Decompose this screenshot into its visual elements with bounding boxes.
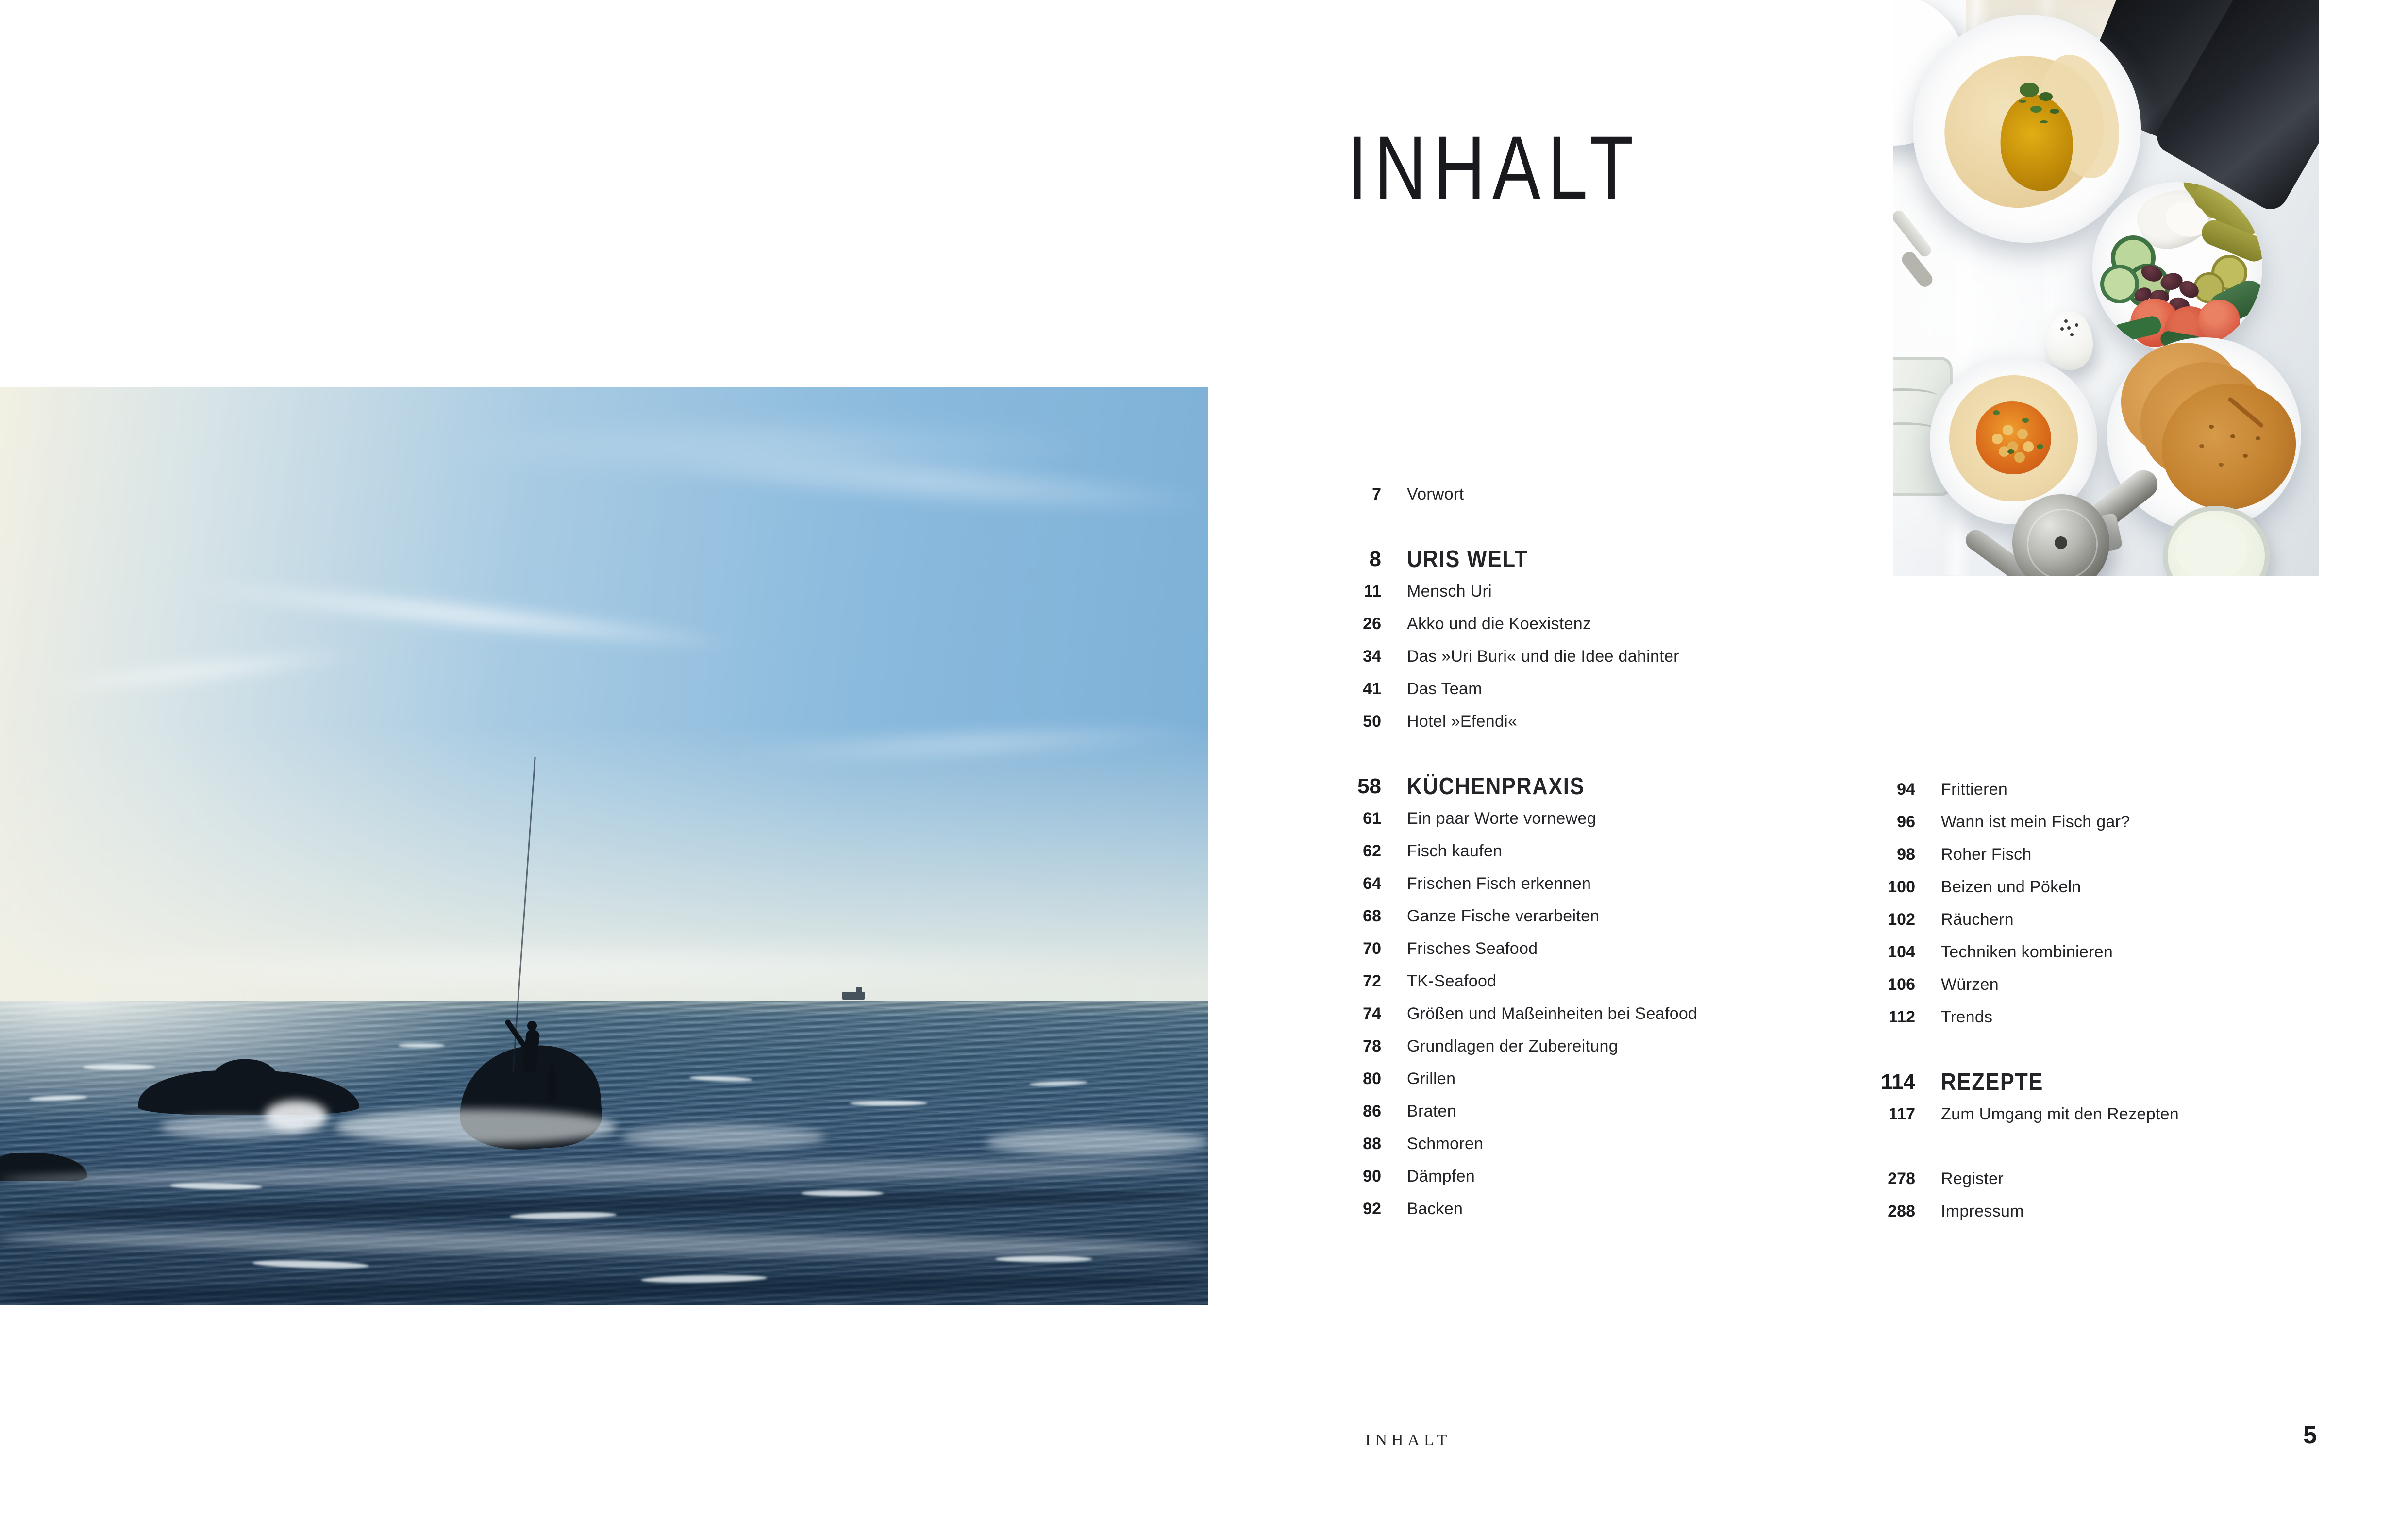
- toc-entry-label: Akko und die Koexistenz: [1407, 615, 1591, 633]
- toc-entry-row: [1294, 868, 1697, 900]
- toc-page-number: 7: [1372, 485, 1381, 503]
- toc-entry-label: Größen und Maßeinheiten bei Seafood: [1407, 1004, 1698, 1023]
- toc-entry-row: [1828, 968, 2179, 1001]
- toc-entry-row: [1828, 806, 2179, 838]
- toc-page-number: 88: [1363, 1135, 1381, 1153]
- toc-page-number: 61: [1363, 809, 1381, 828]
- toc-page-number: 98: [1897, 845, 1915, 864]
- toc-page-number: 94: [1897, 780, 1915, 799]
- parsley-garnish: [2020, 83, 2039, 97]
- toc-page-number: 288: [1888, 1202, 1915, 1220]
- salt-shaker: [2046, 311, 2093, 370]
- toc-entry-label: Impressum: [1941, 1202, 2024, 1220]
- toc-entry-label: Frittieren: [1941, 780, 2008, 799]
- toc-page-number: 8: [1369, 547, 1381, 571]
- toc-entry-row: [1294, 673, 1697, 705]
- toc-section-label: KÜCHENPRAXIS: [1407, 773, 1585, 800]
- toc-entry-row: [1828, 871, 2179, 903]
- toc-entry-row: [1294, 640, 1697, 673]
- horizon-haze: [0, 940, 1208, 994]
- toc-page-number: 11: [1364, 582, 1381, 601]
- toc-entry-row: [1294, 1160, 1697, 1193]
- toc-entry-label: Vorwort: [1407, 485, 1464, 503]
- toc-page-number: 96: [1897, 813, 1915, 831]
- toc-entry-label: Räuchern: [1941, 910, 2014, 929]
- toc-page-number: 117: [1889, 1105, 1915, 1123]
- toc-column-left: [1294, 478, 1697, 1225]
- wave-crest: [995, 1256, 1092, 1262]
- toc-page-number: 278: [1888, 1169, 1915, 1188]
- vegetable-plate: [2092, 182, 2262, 352]
- toc-entry-row: [1294, 478, 1697, 511]
- toc-entry-label: Trends: [1941, 1008, 1993, 1026]
- toc-section-row: [1294, 543, 1697, 575]
- toc-entry-label: Hotel »Efendi«: [1407, 712, 1518, 731]
- toc-entry-label: Frisches Seafood: [1407, 939, 1538, 958]
- toc-entry-row: [1828, 1163, 2179, 1195]
- food-photo: [1893, 0, 2319, 576]
- toc-section-label: REZEPTE: [1941, 1068, 2044, 1095]
- wave-crest: [801, 1190, 884, 1196]
- tomato-slice: [2198, 300, 2240, 341]
- toc-entry-label: Grundlagen der Zubereitung: [1407, 1037, 1618, 1055]
- toc-entry-row: [1294, 933, 1697, 965]
- wave-crest: [83, 1064, 155, 1070]
- toc-entry-row: [1828, 1195, 2179, 1228]
- toc-entry-label: Schmoren: [1407, 1135, 1484, 1153]
- toc-entry-row: [1294, 1193, 1697, 1225]
- toc-page-number: 102: [1888, 910, 1915, 929]
- toc-page-number: 112: [1889, 1008, 1915, 1026]
- toc-entry-label: Das Team: [1407, 680, 1482, 698]
- running-footer: INHALT: [1365, 1431, 1452, 1449]
- toc-entry-label: Fisch kaufen: [1407, 842, 1503, 860]
- toc-entry-label: Ganze Fische verarbeiten: [1407, 907, 1600, 925]
- toc-page-number: 26: [1363, 615, 1381, 633]
- toc-entry-label: Ein paar Worte vorneweg: [1407, 809, 1596, 828]
- toc-page-number: 104: [1888, 943, 1915, 961]
- toc-entry-row: [1294, 705, 1697, 738]
- toc-page-number: 80: [1363, 1069, 1381, 1088]
- toc-entry-row: [1828, 773, 2179, 806]
- hummus-plate: [1913, 15, 2141, 243]
- second-figure: [548, 1070, 556, 1102]
- toc-entry-row: [1294, 1030, 1697, 1063]
- toc-page-number: 58: [1357, 774, 1381, 798]
- toc-page-number: 100: [1888, 878, 1915, 896]
- toc-entry-label: Backen: [1407, 1200, 1463, 1218]
- page-title: INHALT: [1347, 118, 1641, 218]
- salt-shaker-holes: [2067, 326, 2071, 330]
- toc-entry-row: [1294, 835, 1697, 868]
- ship-superstructure: [856, 987, 862, 993]
- toc-section-row: [1828, 1066, 2179, 1098]
- toc-entry-row: [1294, 575, 1697, 608]
- toc-page-number: 72: [1363, 972, 1381, 990]
- toc-entry-row: [1828, 936, 2179, 968]
- toc-entry-label: Dämpfen: [1407, 1167, 1475, 1185]
- toc-page-number: 106: [1888, 975, 1915, 994]
- toc-entry-row: [1294, 1095, 1697, 1128]
- toc-entry-label: Das »Uri Buri« und die Idee dahinter: [1407, 647, 1679, 666]
- foam-band: [986, 1129, 1208, 1156]
- toc-entry-label: Würzen: [1941, 975, 1999, 994]
- toc-page-number: 41: [1363, 680, 1381, 698]
- toc-column-right: [1828, 773, 2179, 1228]
- toc-page-number: 70: [1363, 939, 1381, 958]
- toc-page-number: 62: [1363, 842, 1381, 860]
- toc-page-number: 86: [1363, 1102, 1381, 1120]
- toc-entry-row: [1294, 998, 1697, 1030]
- wave-crest: [398, 1043, 445, 1048]
- toc-page-number: 92: [1363, 1200, 1381, 1218]
- toc-entry-row: [1828, 838, 2179, 871]
- foam-band: [621, 1125, 825, 1149]
- sea-photo: [0, 387, 1208, 1305]
- toc-section-label: URIS WELT: [1407, 546, 1528, 572]
- toc-entry-label: Register: [1941, 1169, 2004, 1188]
- second-figure-head: [549, 1065, 555, 1071]
- toc-page-number: 34: [1363, 647, 1381, 666]
- foam-at-rock-base: [335, 1109, 617, 1144]
- knife-handle: [1899, 249, 1935, 289]
- toc-section-row: [1294, 770, 1697, 802]
- page-number: 5: [2303, 1421, 2317, 1449]
- toc-entry-label: Mensch Uri: [1407, 582, 1492, 601]
- toc-entry-row: [1294, 1063, 1697, 1095]
- chickpeas: [2003, 425, 2013, 435]
- toc-entry-row: [1828, 1098, 2179, 1131]
- toc-entry-label: Wann ist mein Fisch gar?: [1941, 813, 2130, 831]
- toc-page-number: 78: [1363, 1037, 1381, 1055]
- paprika-oil-pool: [1976, 401, 2051, 474]
- toc-page-number: 114: [1881, 1069, 1915, 1094]
- toc-entry-row: [1828, 1001, 2179, 1034]
- toc-page-number: 74: [1363, 1004, 1381, 1023]
- toc-entry-row: [1828, 903, 2179, 936]
- cucumber-slice: [2100, 265, 2139, 303]
- toc-entry-row: [1294, 608, 1697, 640]
- toc-entry-row: [1294, 900, 1697, 933]
- toc-entry-row: [1294, 965, 1697, 998]
- toc-page-number: 50: [1363, 712, 1381, 731]
- cloud-wisp: [437, 416, 1117, 479]
- toc-page-number: 68: [1363, 907, 1381, 925]
- toc-entry-row: [1294, 1128, 1697, 1160]
- herb-flecks: [1993, 410, 2000, 415]
- cargo-ship-silhouette: [842, 992, 865, 1000]
- toc-entry-label: Zum Umgang mit den Rezepten: [1941, 1105, 2179, 1123]
- knife: [1893, 208, 1934, 259]
- toc-page-number: 64: [1363, 874, 1381, 893]
- toc-entry-label: Grillen: [1407, 1069, 1456, 1088]
- teapot-knob: [2055, 536, 2067, 549]
- milk-surface: [2176, 517, 2247, 576]
- toc-entry-row: [1294, 802, 1697, 835]
- pita-speckles: [2209, 425, 2214, 429]
- toc-page-number: 90: [1363, 1167, 1381, 1185]
- wave-crest: [850, 1101, 927, 1106]
- toc-entry-label: TK-Seafood: [1407, 972, 1497, 990]
- toc-entry-label: Frischen Fisch erkennen: [1407, 874, 1591, 893]
- toc-entry-label: Roher Fisch: [1941, 845, 2032, 864]
- toc-entry-label: Braten: [1407, 1102, 1456, 1120]
- foam-band: [160, 1116, 306, 1138]
- toc-entry-label: Beizen und Pökeln: [1941, 878, 2081, 896]
- toc-entry-label: Techniken kombinieren: [1941, 943, 2113, 961]
